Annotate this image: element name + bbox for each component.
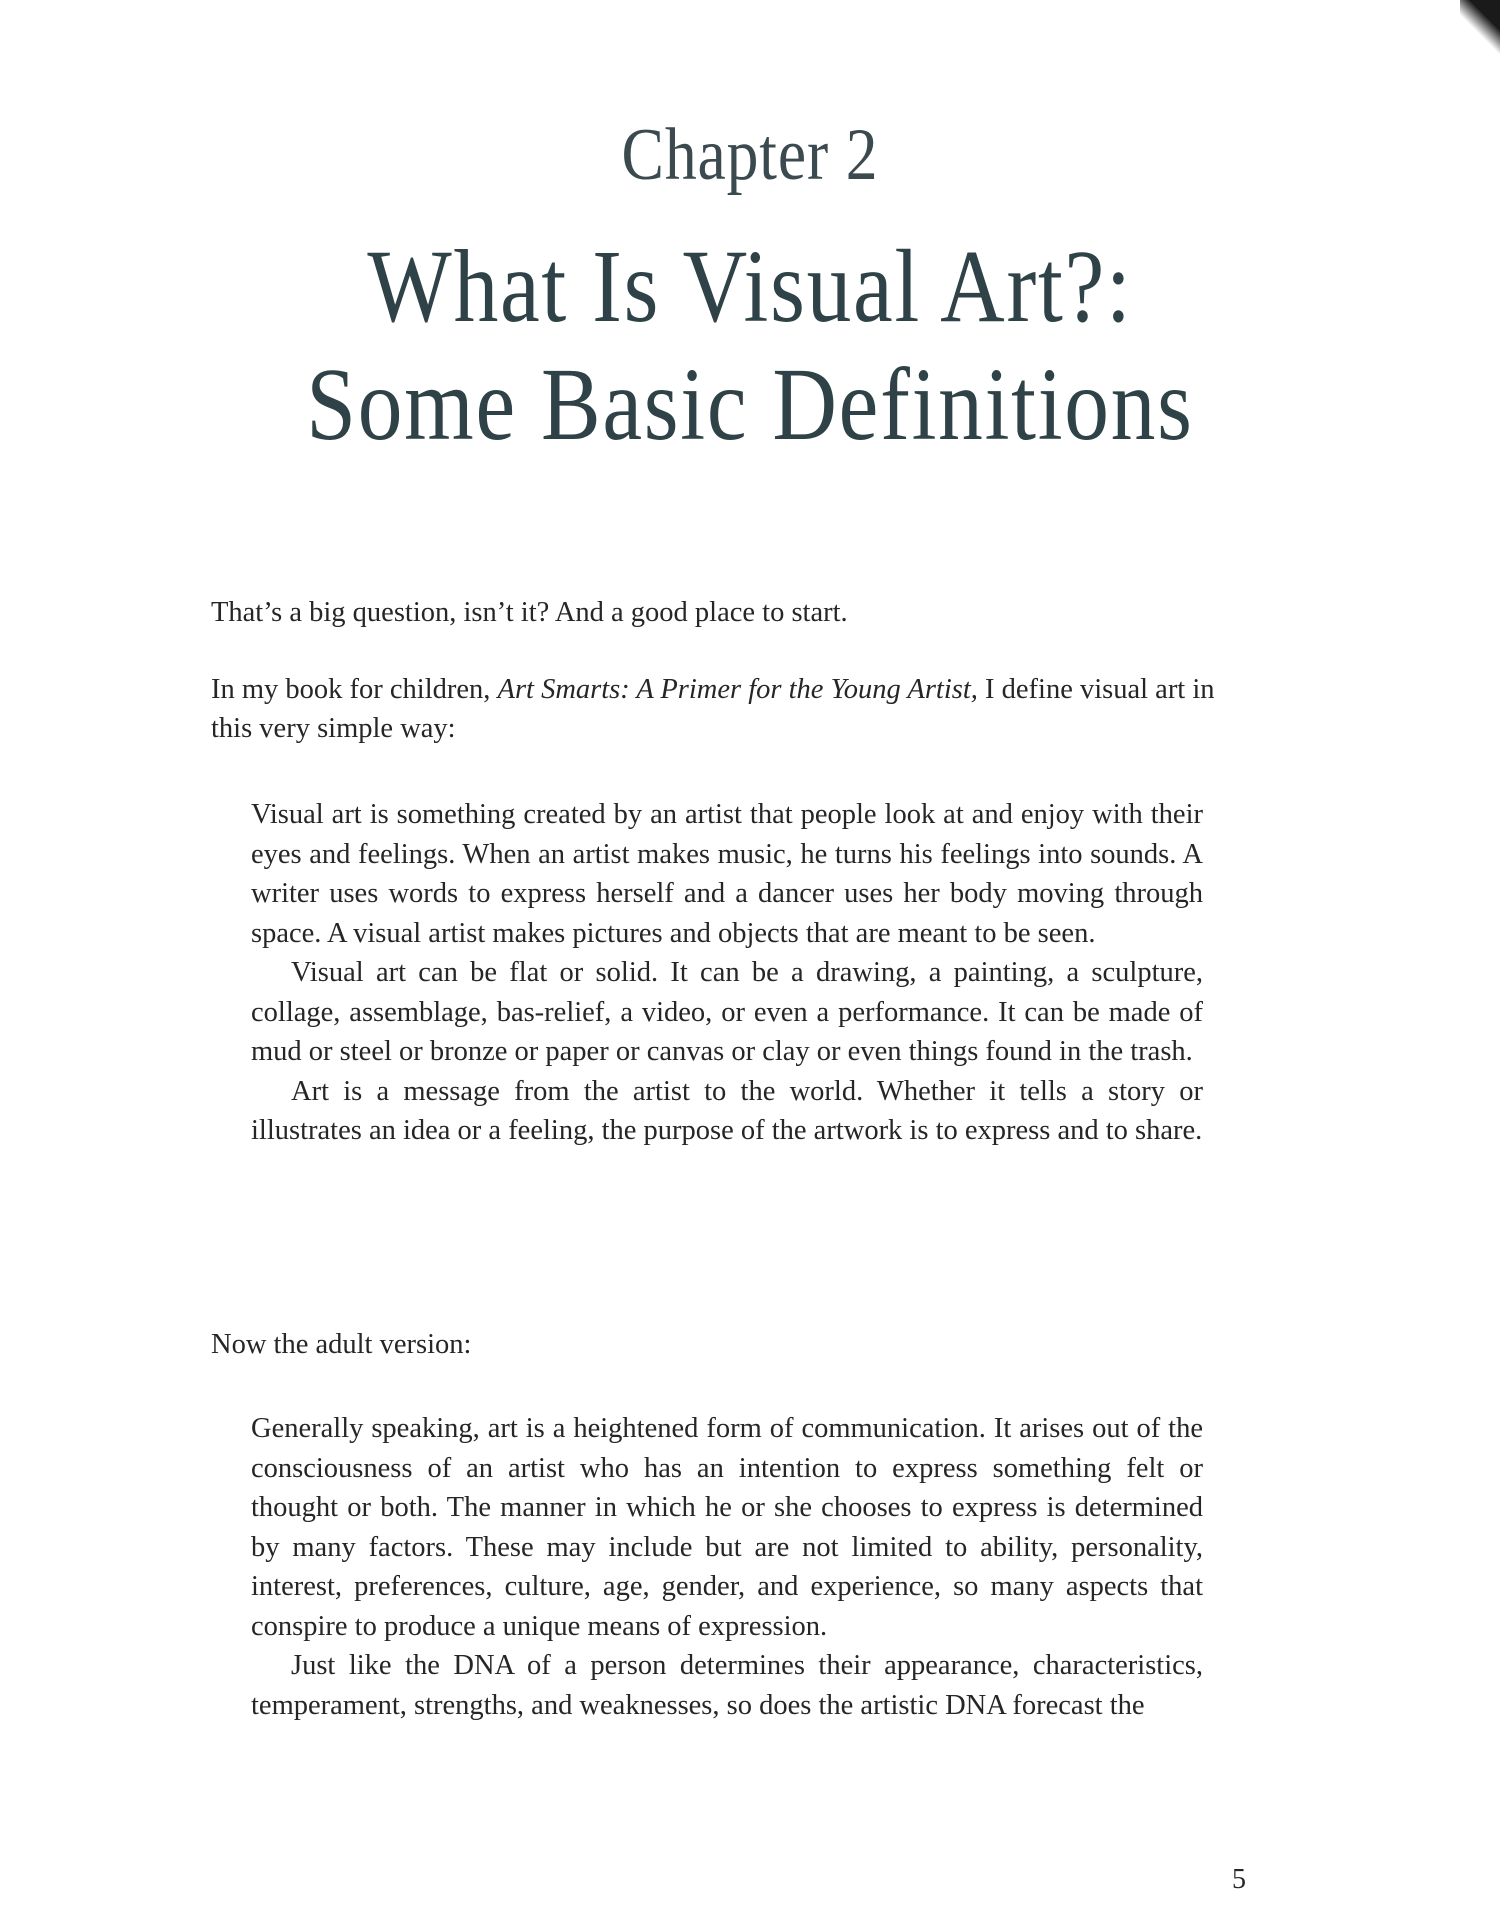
- chapter-label: Chapter 2: [621, 114, 879, 196]
- chapter-title: [105, 228, 1395, 464]
- adult-definition-quote: [251, 1409, 1203, 1725]
- page-corner-shadow: [1460, 0, 1500, 60]
- book-paragraph-tail: I define visual art in this very simple way:: [211, 674, 1215, 744]
- chapter-title-line-2: Some Basic Definitions: [306, 347, 1194, 462]
- chapter-title-line-1: What Is Visual Art?:: [367, 229, 1133, 344]
- book-paragraph: [211, 670, 1243, 748]
- quote-paragraph: Just like the DNA of a person determines their appearance, characteristics, temperament, strengths, and weaknesses, so does the artistic DNA forecast the: [251, 1650, 1203, 1721]
- book-title: Art Smarts: A Primer for the Young Artist,: [497, 674, 978, 705]
- quote-paragraph: Generally speaking, art is a heightened form of communication. It arises out of the consciousness of an artist who has an intention to express something felt or thought or both. The manner in which he or she chooses to express is determined by many factors. These may include but are not limited to ability, personality, interest, preferences, culture, age, gender, and experience, so many aspects that conspire to produce a unique means of expression.: [251, 1413, 1203, 1642]
- children-definition-quote: [251, 795, 1203, 1151]
- adult-version-paragraph: Now the adult version:: [211, 1329, 472, 1360]
- quote-paragraph: Art is a message from the artist to the world. Whether it tells a story or illustrates an idea or a feeling, the purpose of the artwork is to express and to share.: [251, 1075, 1203, 1146]
- book-paragraph-lead: In my book for children,: [211, 674, 498, 705]
- quote-paragraph: Visual art can be flat or solid. It can be a drawing, a painting, a sculpture, collage, assemblage, bas-relief, a video, or even a performance. It can be made of mud or steel or bronze or paper or canvas or clay or even things found in the trash.: [251, 957, 1203, 1067]
- page-number: 5: [1232, 1864, 1246, 1895]
- quote-paragraph: Visual art is something created by an artist that people look at and enjoy with their eyes and feelings. When an artist makes music, he turns his feelings into sounds. A writer uses words to express herself and a dancer uses her body moving through space. A visual artist makes pictures and objects that are meant to be seen.: [251, 799, 1203, 949]
- intro-paragraph: That’s a big question, isn’t it? And a good place to start.: [211, 597, 848, 628]
